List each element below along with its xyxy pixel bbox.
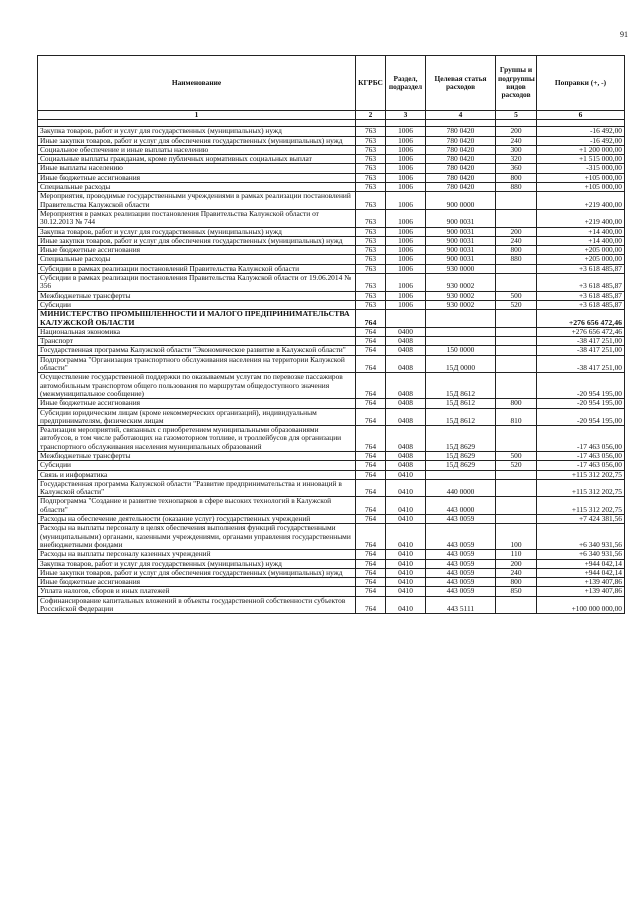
cell-section: 1006 <box>386 173 426 182</box>
cell-kgrbs: 763 <box>356 227 386 236</box>
cell-target-article: 440 0000 <box>426 479 496 497</box>
cell-amendment-amount: -17 463 056,00 <box>537 451 625 460</box>
cell-expense-group <box>496 337 537 346</box>
table-row <box>38 255 625 264</box>
cell-expense-group: 520 <box>496 300 537 309</box>
cell-expense-group <box>496 346 537 355</box>
cell-amendment-amount: +205 000,00 <box>537 246 625 255</box>
cell-target-article: 443 0059 <box>426 568 496 577</box>
cell-name: Уплата налогов, сборов и иных платежей <box>38 587 356 596</box>
cell-section: 0410 <box>386 515 426 524</box>
cell-target-article: 780 0420 <box>426 127 496 136</box>
cell-kgrbs: 763 <box>356 246 386 255</box>
cell-amendment-amount: -16 492,00 <box>537 136 625 145</box>
cell-expense-group <box>496 209 537 227</box>
cell-kgrbs: 763 <box>356 145 386 154</box>
table-row <box>38 470 625 479</box>
cell-section: 1006 <box>386 227 426 236</box>
table-row <box>38 461 625 470</box>
cell-name: Закупка товаров, работ и услуг для государственных (муниципальных) нужд <box>38 127 356 136</box>
cell-amendment-amount: +944 042,14 <box>537 568 625 577</box>
cell-target-article: 443 5111 <box>426 596 496 614</box>
cell-expense-group <box>496 192 537 210</box>
cell-amendment-amount: +115 312 202,75 <box>537 479 625 497</box>
cell-name: Подпрограмма "Организация транспортного обслуживания населения на территории Калужской области" <box>38 355 356 373</box>
cell-kgrbs: 764 <box>356 568 386 577</box>
cell-kgrbs: 764 <box>356 310 386 328</box>
cell-expense-group: 320 <box>496 155 537 164</box>
cell-kgrbs: 763 <box>356 209 386 227</box>
cell-section: 1006 <box>386 300 426 309</box>
cell-name: Расходы на обеспечение деятельности (оказание услуг) государственных учреждений <box>38 515 356 524</box>
cell-expense-group: 360 <box>496 164 537 173</box>
cell-expense-group: 500 <box>496 451 537 460</box>
column-number-row <box>38 111 625 120</box>
cell-target-article: 15Д 8612 <box>426 399 496 408</box>
cell-section: 1006 <box>386 192 426 210</box>
cell-section: 1006 <box>386 164 426 173</box>
cell-amendment-amount: -315 000,00 <box>537 164 625 173</box>
table-row <box>38 274 625 292</box>
table-row <box>38 136 625 145</box>
cell-section: 0408 <box>386 346 426 355</box>
cell-kgrbs: 763 <box>356 127 386 136</box>
table-row <box>38 408 625 426</box>
cell-section: 0408 <box>386 399 426 408</box>
cell-target-article: 443 0059 <box>426 578 496 587</box>
cell-name: Субсидии в рамках реализации постановлений Правительства Калужской области <box>38 264 356 273</box>
cell-amendment-amount: +1 515 000,00 <box>537 155 625 164</box>
cell-name: Государственная программа Калужской области "Экономическое развитие в Калужской области" <box>38 346 356 355</box>
cell-section: 1006 <box>386 264 426 273</box>
cell-target-article: 780 0420 <box>426 136 496 145</box>
cell-section: 1006 <box>386 155 426 164</box>
cell-target-article: 443 0059 <box>426 524 496 550</box>
cell-section: 1006 <box>386 236 426 245</box>
cell-amendment-amount: +219 400,00 <box>537 192 625 210</box>
cell-amendment-amount: +3 618 485,87 <box>537 264 625 273</box>
table-row <box>38 497 625 515</box>
col-number: 6 <box>537 111 625 120</box>
table-row <box>38 346 625 355</box>
cell-name: Мероприятия, проводимые государственными учреждениями в рамках реализации постановлений Правительства Калужской области <box>38 192 356 210</box>
cell-expense-group <box>496 470 537 479</box>
cell-target-article: 900 0031 <box>426 246 496 255</box>
table-row <box>38 550 625 559</box>
cell-target-article: 780 0420 <box>426 155 496 164</box>
cell-kgrbs: 763 <box>356 192 386 210</box>
cell-section: 1006 <box>386 274 426 292</box>
cell-kgrbs: 764 <box>356 524 386 550</box>
cell-expense-group: 500 <box>496 291 537 300</box>
cell-kgrbs: 763 <box>356 173 386 182</box>
table-row <box>38 291 625 300</box>
cell-target-article: 930 0002 <box>426 300 496 309</box>
cell-name: Иные закупки товаров, работ и услуг для обеспечения государственных (муниципальных) нужд <box>38 568 356 577</box>
cell-target-article: 15Д 8629 <box>426 451 496 460</box>
cell-section: 0408 <box>386 373 426 399</box>
cell-section <box>386 310 426 328</box>
cell-target-article: 900 0031 <box>426 227 496 236</box>
cell-section: 0408 <box>386 408 426 426</box>
table-row <box>38 373 625 399</box>
cell-kgrbs: 764 <box>356 470 386 479</box>
cell-section: 0410 <box>386 578 426 587</box>
cell-amendment-amount: +115 312 202,75 <box>537 497 625 515</box>
cell-name: Иные закупки товаров, работ и услуг для обеспечения государственных (муниципальных) нужд <box>38 136 356 145</box>
cell-expense-group: 240 <box>496 136 537 145</box>
cell-target-article: 443 0000 <box>426 497 496 515</box>
cell-name: Иные закупки товаров, работ и услуг для обеспечения государственных (муниципальных) нужд <box>38 236 356 245</box>
cell-kgrbs: 763 <box>356 274 386 292</box>
cell-target-article: 780 0420 <box>426 173 496 182</box>
cell-expense-group <box>496 596 537 614</box>
cell-expense-group <box>496 264 537 273</box>
cell-section: 1006 <box>386 183 426 192</box>
cell-expense-group: 300 <box>496 145 537 154</box>
cell-amendment-amount: +14 400,00 <box>537 227 625 236</box>
cell-expense-group <box>496 373 537 399</box>
cell-expense-group: 850 <box>496 587 537 596</box>
cell-amendment-amount: +14 400,00 <box>537 236 625 245</box>
cell-kgrbs: 764 <box>356 327 386 336</box>
cell-amendment-amount: +276 656 472,46 <box>537 327 625 336</box>
col-number: 3 <box>386 111 426 120</box>
cell-name: Расходы на выплаты персоналу казенных учреждений <box>38 550 356 559</box>
cell-name: Мероприятия в рамках реализации постановления Правительства Калужской области от 30.12.2013 № 744 <box>38 209 356 227</box>
cell-target-article: 15Д 8629 <box>426 461 496 470</box>
cell-expense-group <box>496 274 537 292</box>
cell-expense-group: 800 <box>496 246 537 255</box>
cell-section: 0400 <box>386 327 426 336</box>
cell-expense-group <box>496 515 537 524</box>
cell-amendment-amount: +6 340 931,56 <box>537 524 625 550</box>
cell-amendment-amount: -20 954 195,00 <box>537 373 625 399</box>
table-row <box>38 192 625 210</box>
cell-name: Специальные расходы <box>38 255 356 264</box>
cell-name: Государственная программа Калужской области "Развитие предпринимательства и инноваций в Калужской области" <box>38 479 356 497</box>
cell-section: 0410 <box>386 559 426 568</box>
cell-amendment-amount: -17 463 056,00 <box>537 461 625 470</box>
cell-section: 0408 <box>386 451 426 460</box>
cell-expense-group: 520 <box>496 461 537 470</box>
cell-amendment-amount: +205 000,00 <box>537 255 625 264</box>
cell-amendment-amount: -20 954 195,00 <box>537 399 625 408</box>
cell-expense-group <box>496 355 537 373</box>
table-row <box>38 164 625 173</box>
cell-amendment-amount: +3 618 485,87 <box>537 291 625 300</box>
cell-expense-group: 100 <box>496 524 537 550</box>
cell-target-article <box>426 470 496 479</box>
table-header-row <box>38 56 625 111</box>
cell-kgrbs: 764 <box>356 426 386 452</box>
cell-name: Софинансирование капитальных вложений в объекты государственной собственности субъектов Российской Федерации <box>38 596 356 614</box>
cell-amendment-amount: -20 954 195,00 <box>537 408 625 426</box>
cell-amendment-amount: -38 417 251,00 <box>537 346 625 355</box>
cell-name: Закупка товаров, работ и услуг для государственных (муниципальных) нужд <box>38 227 356 236</box>
cell-name: МИНИСТЕРСТВО ПРОМЫШЛЕННОСТИ И МАЛОГО ПРЕДПРИНИМАТЕЛЬСТВА КАЛУЖСКОЙ ОБЛАСТИ <box>38 310 356 328</box>
cell-expense-group <box>496 310 537 328</box>
cell-section: 1006 <box>386 136 426 145</box>
cell-expense-group: 800 <box>496 399 537 408</box>
cell-expense-group: 110 <box>496 550 537 559</box>
cell-kgrbs: 764 <box>356 596 386 614</box>
cell-name: Расходы на выплаты персоналу в целях обеспечения выполнения функций государственными (муниципальными) органами, казенными учреждениями, органами управления государственными внебюджетными фондами <box>38 524 356 550</box>
cell-target-article: 780 0420 <box>426 183 496 192</box>
cell-expense-group: 810 <box>496 408 537 426</box>
table-row <box>38 127 625 136</box>
table-row <box>38 327 625 336</box>
cell-target-article: 443 0059 <box>426 550 496 559</box>
cell-amendment-amount: +115 312 202,75 <box>537 470 625 479</box>
cell-expense-group <box>496 327 537 336</box>
cell-name: Субсидии <box>38 300 356 309</box>
col-header-target: Целевая статья расходов <box>426 56 496 111</box>
page-number: 91 <box>620 30 628 39</box>
cell-kgrbs: 764 <box>356 451 386 460</box>
cell-name: Закупка товаров, работ и услуг для государственных (муниципальных) нужд <box>38 559 356 568</box>
cell-amendment-amount: -16 492,00 <box>537 127 625 136</box>
cell-section: 0410 <box>386 596 426 614</box>
table-row <box>38 155 625 164</box>
cell-name: Иные бюджетные ассигнования <box>38 578 356 587</box>
cell-expense-group: 200 <box>496 559 537 568</box>
cell-section: 1006 <box>386 209 426 227</box>
cell-expense-group: 240 <box>496 236 537 245</box>
cell-expense-group <box>496 426 537 452</box>
cell-amendment-amount: +3 618 485,87 <box>537 300 625 309</box>
cell-section: 0408 <box>386 337 426 346</box>
cell-target-article: 930 0000 <box>426 264 496 273</box>
cell-kgrbs: 764 <box>356 355 386 373</box>
cell-amendment-amount: -38 417 251,00 <box>537 337 625 346</box>
cell-section: 0408 <box>386 426 426 452</box>
cell-name: Иные бюджетные ассигнования <box>38 399 356 408</box>
cell-kgrbs: 764 <box>356 479 386 497</box>
cell-section: 1006 <box>386 291 426 300</box>
cell-name: Межбюджетные трансферты <box>38 451 356 460</box>
cell-expense-group: 800 <box>496 578 537 587</box>
cell-amendment-amount: +105 000,00 <box>537 173 625 182</box>
cell-target-article: 900 0031 <box>426 236 496 245</box>
table-row <box>38 209 625 227</box>
col-header-group: Группы и подгруппы видов расходов <box>496 56 537 111</box>
cell-target-article: 443 0059 <box>426 515 496 524</box>
cell-section: 1006 <box>386 127 426 136</box>
cell-name: Иные бюджетные ассигнования <box>38 173 356 182</box>
cell-section: 0410 <box>386 587 426 596</box>
cell-kgrbs: 764 <box>356 497 386 515</box>
cell-section: 1006 <box>386 145 426 154</box>
cell-kgrbs: 763 <box>356 255 386 264</box>
cell-name: Межбюджетные трансферты <box>38 291 356 300</box>
table-row <box>38 173 625 182</box>
cell-name: Специальные расходы <box>38 183 356 192</box>
table-row <box>38 524 625 550</box>
cell-amendment-amount: +219 400,00 <box>537 209 625 227</box>
cell-name: Субсидии в рамках реализации постановления Правительства Калужской области от 19.06.2014 № 356 <box>38 274 356 292</box>
cell-amendment-amount: +276 656 472,46 <box>537 310 625 328</box>
cell-name: Субсидии <box>38 461 356 470</box>
cell-expense-group: 200 <box>496 127 537 136</box>
cell-target-article: 15Д 8612 <box>426 408 496 426</box>
table-row <box>38 559 625 568</box>
table-body <box>38 127 625 614</box>
cell-name: Связь и информатика <box>38 470 356 479</box>
table-row <box>38 310 625 328</box>
col-header-section: Раздел, подраздел <box>386 56 426 111</box>
table-row <box>38 587 625 596</box>
cell-target-article: 930 0002 <box>426 274 496 292</box>
cell-target-article: 150 0000 <box>426 346 496 355</box>
cell-amendment-amount: -17 463 056,00 <box>537 426 625 452</box>
col-number: 4 <box>426 111 496 120</box>
cell-target-article: 900 0031 <box>426 209 496 227</box>
cell-kgrbs: 764 <box>356 337 386 346</box>
cell-section: 0410 <box>386 550 426 559</box>
cell-section: 0410 <box>386 470 426 479</box>
cell-expense-group: 200 <box>496 227 537 236</box>
cell-kgrbs: 764 <box>356 461 386 470</box>
cell-expense-group <box>496 497 537 515</box>
cell-kgrbs: 763 <box>356 300 386 309</box>
cell-kgrbs: 763 <box>356 236 386 245</box>
cell-section: 1006 <box>386 255 426 264</box>
cell-target-article: 780 0420 <box>426 145 496 154</box>
table-row <box>38 246 625 255</box>
table-row <box>38 451 625 460</box>
cell-kgrbs: 764 <box>356 578 386 587</box>
cell-target-article: 15Д 0000 <box>426 355 496 373</box>
cell-amendment-amount: +100 000 000,00 <box>537 596 625 614</box>
cell-kgrbs: 764 <box>356 346 386 355</box>
cell-target-article: 780 0420 <box>426 164 496 173</box>
cell-name: Транспорт <box>38 337 356 346</box>
cell-kgrbs: 764 <box>356 408 386 426</box>
cell-target-article: 900 0031 <box>426 255 496 264</box>
cell-name: Иные выплаты населению <box>38 164 356 173</box>
cell-target-article <box>426 327 496 336</box>
cell-kgrbs: 763 <box>356 291 386 300</box>
table-row <box>38 596 625 614</box>
cell-target-article: 443 0059 <box>426 587 496 596</box>
cell-section: 0408 <box>386 461 426 470</box>
table-row <box>38 399 625 408</box>
cell-target-article <box>426 310 496 328</box>
cell-kgrbs: 764 <box>356 515 386 524</box>
cell-section: 1006 <box>386 246 426 255</box>
cell-target-article: 930 0002 <box>426 291 496 300</box>
cell-section: 0408 <box>386 355 426 373</box>
table-row <box>38 479 625 497</box>
cell-kgrbs: 764 <box>356 399 386 408</box>
cell-amendment-amount: -38 417 251,00 <box>537 355 625 373</box>
table-row <box>38 426 625 452</box>
cell-amendment-amount: +139 407,86 <box>537 578 625 587</box>
cell-name: Субсидии юридическим лицам (кроме некоммерческих организаций), индивидуальным предпринимателям, физическим лицам <box>38 408 356 426</box>
cell-section: 0410 <box>386 524 426 550</box>
cell-amendment-amount: +7 424 381,56 <box>537 515 625 524</box>
col-number: 5 <box>496 111 537 120</box>
cell-amendment-amount: +105 000,00 <box>537 183 625 192</box>
cell-name: Социальные выплаты гражданам, кроме публичных нормативных социальных выплат <box>38 155 356 164</box>
cell-name: Национальная экономика <box>38 327 356 336</box>
cell-kgrbs: 764 <box>356 587 386 596</box>
cell-kgrbs: 763 <box>356 155 386 164</box>
table-row <box>38 355 625 373</box>
cell-section: 0410 <box>386 479 426 497</box>
budget-amendments-table <box>37 55 625 614</box>
cell-amendment-amount: +944 042,14 <box>537 559 625 568</box>
cell-amendment-amount: +6 340 931,56 <box>537 550 625 559</box>
cell-name: Иные бюджетные ассигнования <box>38 246 356 255</box>
cell-section: 0410 <box>386 568 426 577</box>
cell-expense-group <box>496 479 537 497</box>
cell-kgrbs: 764 <box>356 373 386 399</box>
cell-target-article: 900 0000 <box>426 192 496 210</box>
cell-expense-group: 880 <box>496 183 537 192</box>
cell-amendment-amount: +1 200 000,00 <box>537 145 625 154</box>
cell-kgrbs: 763 <box>356 164 386 173</box>
cell-kgrbs: 763 <box>356 136 386 145</box>
cell-name: Реализация мероприятий, связанных с приобретением муниципальными образованиями автобусов, в том числе работающих на газомоторном топливе, и троллейбусов для организации транспортного обслуживания населения муниципальных образований <box>38 426 356 452</box>
cell-amendment-amount: +3 618 485,87 <box>537 274 625 292</box>
cell-kgrbs: 764 <box>356 550 386 559</box>
cell-section: 0410 <box>386 497 426 515</box>
cell-name: Подпрограмма "Создание и развитие технопарков в сфере высоких технологий в Калужской области" <box>38 497 356 515</box>
cell-expense-group: 800 <box>496 173 537 182</box>
cell-kgrbs: 764 <box>356 559 386 568</box>
cell-expense-group: 240 <box>496 568 537 577</box>
cell-target-article: 15Д 8612 <box>426 373 496 399</box>
cell-target-article: 443 0059 <box>426 559 496 568</box>
cell-kgrbs: 763 <box>356 183 386 192</box>
cell-target-article: 15Д 8629 <box>426 426 496 452</box>
table-row <box>38 227 625 236</box>
col-header-kgrbs: КГРБС <box>356 56 386 111</box>
col-header-amendments: Поправки (+, -) <box>537 56 625 111</box>
cell-expense-group: 880 <box>496 255 537 264</box>
col-number: 2 <box>356 111 386 120</box>
cell-name: Социальное обеспечение и иные выплаты населению <box>38 145 356 154</box>
col-header-name: Наименование <box>38 56 356 111</box>
cell-amendment-amount: +139 407,86 <box>537 587 625 596</box>
col-number: 1 <box>38 111 356 120</box>
cell-kgrbs: 763 <box>356 264 386 273</box>
cell-name: Осуществление государственной поддержки по оказываемым услугам по перевозке пассажиров автомобильным транспортом общего пользования по маршрутам общедоступного значения (межмуниципальное сообщение) <box>38 373 356 399</box>
